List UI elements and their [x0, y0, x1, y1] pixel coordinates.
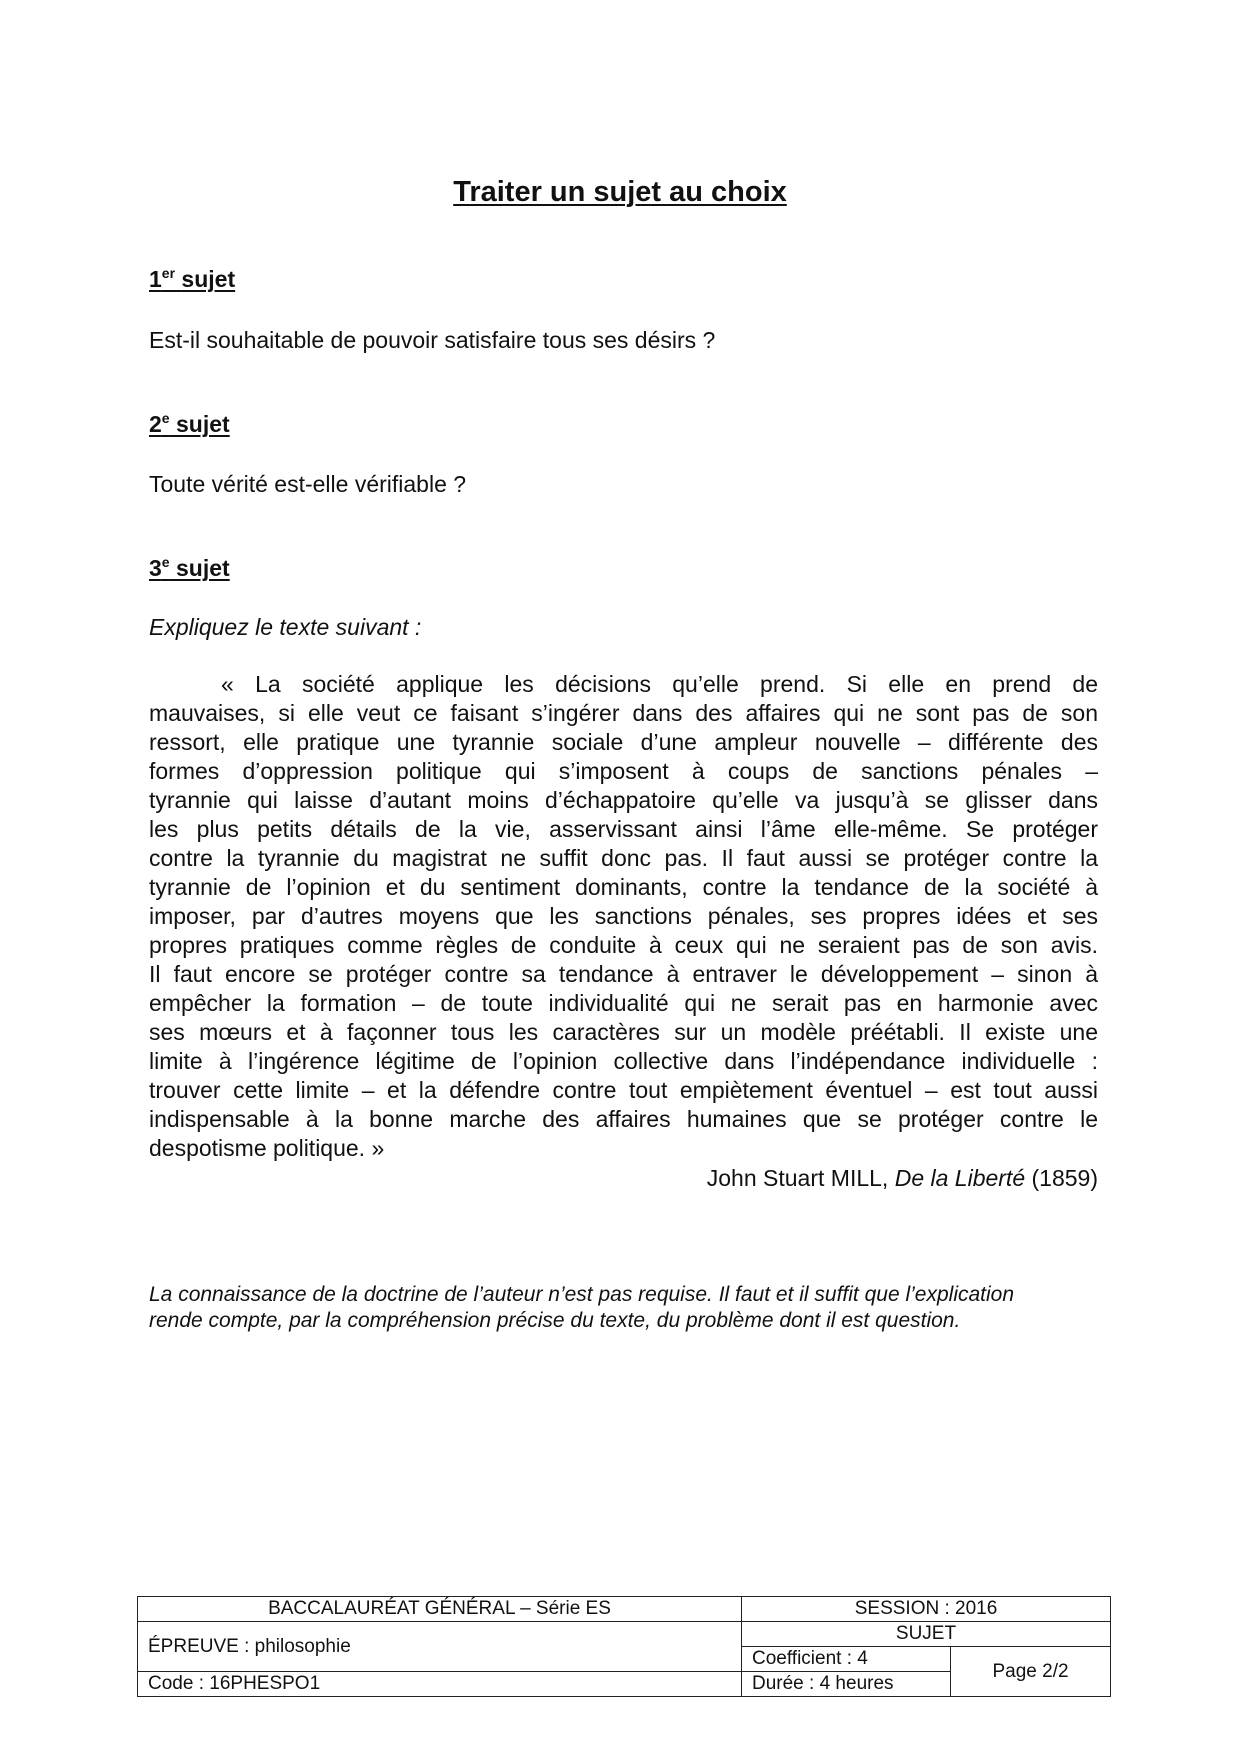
- subject-3-number: 3: [149, 555, 162, 581]
- footer-session: SESSION : 2016: [742, 1597, 1111, 1622]
- subject-3-instruction: Expliquez le texte suivant :: [149, 614, 422, 640]
- footer-table: [137, 1596, 1111, 1697]
- quote-line: propres pratiques comme règles de conduite à ceux qui ne seraient pas de son avis.: [149, 932, 1098, 958]
- footer-row: [138, 1597, 1111, 1622]
- subject-3-suffix: e: [161, 554, 170, 570]
- quote-line: « La société applique les décisions qu’elle prend. Si elle en prend de: [221, 671, 1098, 697]
- subject-1-suffix: er: [161, 265, 176, 281]
- note-line: rende compte, par la compréhension précise du texte, du problème dont il est question.: [149, 1309, 961, 1332]
- subject-1-heading: [149, 266, 235, 293]
- attribution: [707, 1165, 1098, 1192]
- quote-line: despotisme politique. »: [149, 1135, 385, 1161]
- subject-3-label: sujet: [175, 555, 230, 581]
- attribution-work: De la Liberté: [894, 1165, 1026, 1191]
- footer-duree: Durée : 4 heures: [742, 1672, 951, 1697]
- footer-page: Page 2/2: [951, 1647, 1111, 1697]
- subject-1-label: sujet: [181, 266, 236, 292]
- quote-line: limite à l’ingérence légitime de l’opinion collective dans l’indépendance individuelle :: [149, 1048, 1098, 1074]
- footer-row: [138, 1622, 1111, 1647]
- subject-1-question: Est-il souhaitable de pouvoir satisfaire tous ses désirs ?: [149, 327, 716, 353]
- footer-coefficient: Coefficient : 4: [742, 1647, 951, 1672]
- quote-line: les plus petits détails de la vie, asservissant ainsi l’âme elle-même. Se protéger: [149, 816, 1098, 842]
- quote-line: indispensable à la bonne marche des affaires humaines que se protéger contre le: [149, 1106, 1098, 1132]
- quote-line: trouver cette limite – et la défendre contre tout empiètement éventuel – est tout aussi: [149, 1077, 1098, 1103]
- quote-line: tyrannie de l’opinion et du sentiment dominants, contre la tendance de la société à: [149, 874, 1098, 900]
- subject-2-label: sujet: [175, 411, 230, 437]
- quote-line: contre la tyrannie du magistrat ne suffit donc pas. Il faut aussi se protéger contre la: [149, 845, 1098, 871]
- subject-2-number: 2: [149, 411, 162, 437]
- subject-1-number: 1: [149, 266, 162, 292]
- quote-line: imposer, par d’autres moyens que les sanctions pénales, ses propres idées et ses: [149, 903, 1098, 929]
- attribution-year: (1859): [1031, 1165, 1098, 1191]
- footer-epreuve: ÉPREUVE : philosophie: [138, 1622, 742, 1672]
- subject-2-heading: [149, 411, 230, 438]
- quote-line: empêcher la formation – de toute individualité qui ne serait pas en harmonie avec: [149, 990, 1098, 1016]
- quote-line: Il faut encore se protéger contre sa tendance à entraver le développement – sinon à: [149, 961, 1098, 987]
- page-title: Traiter un sujet au choix: [453, 176, 787, 208]
- instruction-note: [149, 1282, 1098, 1334]
- footer-exam: BACCALAURÉAT GÉNÉRAL – Série ES: [138, 1597, 742, 1622]
- attribution-author: John Stuart MILL,: [706, 1165, 889, 1191]
- note-line: La connaissance de la doctrine de l’auteur n’est pas requise. Il faut et il suffit que l’explication: [149, 1283, 1015, 1306]
- footer-code: Code : 16PHESPO1: [138, 1672, 742, 1697]
- subject-2-suffix: e: [161, 410, 170, 426]
- quote-line: tyrannie qui laisse d’autant moins d’échappatoire qu’elle va jusqu’à se glisser dans: [149, 787, 1098, 813]
- quote-text: [149, 670, 1098, 1163]
- subject-3-heading: [149, 555, 230, 582]
- quote-line: mauvaises, si elle veut ce faisant s’ingérer dans des affaires qui ne sont pas de son: [149, 700, 1098, 726]
- quote-line: ressort, elle pratique une tyrannie sociale d’une ampleur nouvelle – différente des: [149, 729, 1098, 755]
- quote-line: ses mœurs et à façonner tous les caractères sur un modèle préétabli. Il existe une: [149, 1019, 1098, 1045]
- quote-line: formes d’oppression politique qui s’imposent à coups de sanctions pénales –: [149, 758, 1098, 784]
- subject-2-question: Toute vérité est-elle vérifiable ?: [149, 471, 467, 497]
- footer-type: SUJET: [742, 1622, 1111, 1647]
